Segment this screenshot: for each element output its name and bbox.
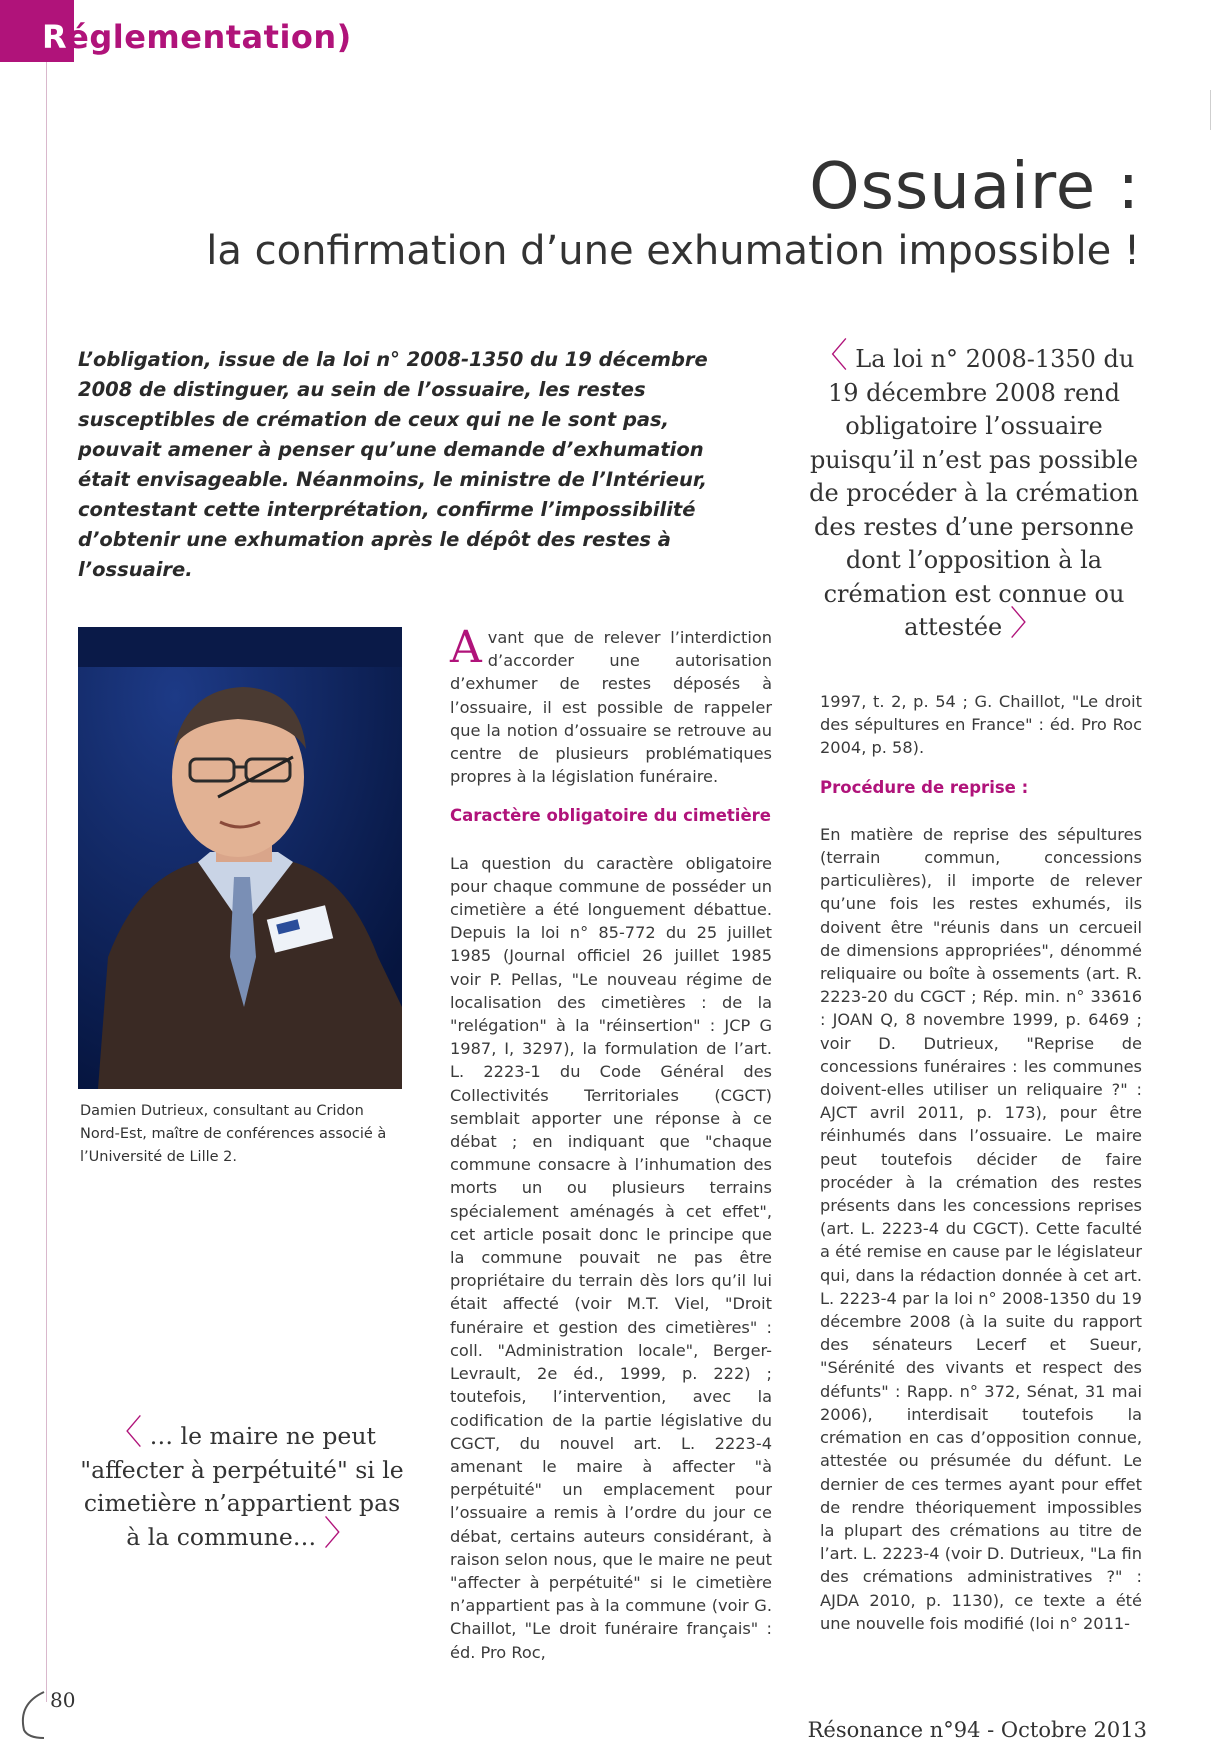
open-quote-icon: 〈 — [813, 336, 848, 376]
section-heading-cimetiere: Caractère obligatoire du cimetière — [450, 806, 771, 826]
body-paragraph: 1997, t. 2, p. 54 ; G. Chaillot, "Le droit des sépultures en France" : éd. Pro Roc 2004, p. 58). — [820, 692, 1142, 758]
corner-swoosh-icon — [14, 1690, 54, 1740]
pull-quote-bottom — [80, 1413, 404, 1554]
close-quote-icon: 〉 — [323, 1513, 358, 1554]
section-label — [42, 18, 352, 56]
intro-paragraph — [450, 622, 772, 788]
body-paragraph: En matière de reprise des sépultures (terrain commun, concessions particulières), il importe de relever qu’une fois les restes exhumés, ils doivent être "réunis dans un cercueil de dimensions appropriées", dénommé reliquaire ou boîte à ossements (art. R. 2223-20 du CGCT ; Rép. min. n° 33616 : JOAN Q, 8 novembre 1999, p. 6469 ; voir D. Dutrieux, "Reprise de concessions funéraires : les communes doivent-elles utiliser un reliquaire ?" : AJCT avril 2011, p. 173), pour être réinhumés dans l’ossuaire. Le maire peut toutefois décider de faire procéder à la crémation des restes présents dans les concessions reprises (art. L. 2223-4 du CGCT). Cette faculté a été remise en cause par le législateur qui, dans la rédaction donnée à cet art. L. 2223-4 par la loi n° 2008-1350 du 19 décembre 2008 (à la suite du rapport des sénateurs Lecerf et Sueur, "Sérénité des vivants et respect des défunts" : Rapp. n° 372, Sénat, 31 mai 2006), interdisait toutefois la crémation en cas d’opposition connue, attestée ou présumée du défunt. Le dernier de ces termes ayant pour effet de rendre théoriquement impossibles la plupart des crémations au titre de l’art. L. 2223-4 (voir D. Dutrieux, "La fin des crémations administratives ?" : AJDA 2010, p. 1130), ce texte a été une nouvelle fois modifié (loi n° 2011- — [820, 824, 1142, 1633]
section-label-rest: églementation) — [67, 18, 352, 56]
article-column-middle — [450, 622, 772, 1664]
margin-rule — [46, 62, 47, 1702]
pull-quote-bottom-text: … le maire ne peut "affecter à perpétuité" si le cimetière n’appartient pas à la commune… — [80, 1422, 404, 1551]
photo-caption: Damien Dutrieux, consultant au Cridon Nord-Est, maître de conférences associé à l’Université de Lille 2. — [80, 1103, 387, 1165]
section-label-initial: R — [42, 18, 68, 56]
drop-cap: A — [450, 622, 482, 673]
page-number: 80 — [50, 1688, 76, 1712]
author-photo — [78, 627, 402, 1089]
body-paragraph: La question du caractère obligatoire pour chaque commune de posséder un cimetière a été longuement débattue. Depuis la loi n° 85-772 du 25 juillet 1985 (Journal officiel 26 juillet 1985 voir P. Pellas, "Le nouveau régime de localisation des cimetières : de la "relégation" à la "réinsertion" : JCP G 1987, I, 3297), la formulation de l’art. L. 2223-1 du Code Général des Collectivités Territoriales (CGCT) semblait apporter une réponse à ce débat ; en indiquant que "chaque commune consacre à l’inhumation des morts un ou plusieurs terrains spécialement aménagés à cet effet", cet article posait donc le principe que la commune pouvait ne pas être propriétaire du terrain dès lors qu’il lui était affecté (voir M.T. Viel, "Droit funéraire et gestion des cimetières" : coll. "Administration locale", Berger-Levrault, 2e éd., 1999, p. 222) ; toutefois, l’intervention, avec la codification de la partie législative du CGCT, du nouvel art. L. 2223-4 amenant le maire à affecter "à perpétuité" un emplacement pour l’ossuaire a remis à l’ordre du jour ce débat, certains auteurs considérant, à raison selon nous, que le maire ne peut "affecter à perpétuité" si le cimetière n’appartient pas à la commune (voir G. Chaillot, "Le droit funéraire français" : éd. Pro Roc, — [450, 853, 772, 1662]
section-heading-reprise: Procédure de reprise : — [820, 777, 1029, 797]
author-photo-illustration — [78, 627, 402, 1089]
article-subtitle: la confirmation d’une exhumation impossible ! — [206, 228, 1140, 274]
lead-paragraph: L’obligation, issue de la loi n° 2008-1350 du 19 décembre 2008 de distinguer, au sein de l’ossuaire, les restes susceptibles de crémation de ceux qui ne le sont pas, pouvait amener à penser qu’une demande d’exhumation était envisageable. Néanmoins, le ministre de l’Intérieur, contestant cette interprétation, confirme l’impossibilité d’obtenir une exhumation après le dépôt des restes à l’ossuaire. — [78, 348, 708, 581]
close-quote-icon: 〉 — [1009, 604, 1044, 644]
pull-quote-top — [808, 336, 1140, 645]
article-title: Ossuaire : — [809, 150, 1140, 224]
open-quote-icon: 〈 — [108, 1413, 143, 1453]
issue-footer: Résonance n°94 - Octobre 2013 — [807, 1718, 1147, 1742]
margin-tick — [1210, 90, 1211, 130]
intro-text: vant que de relever l’interdiction d’accorder une autorisation d’exhumer de restes déposés à l’ossuaire, il est possible de rappeler que la notion d’ossuaire se retrouve au centre de plusieurs problématiques propres à la législation funéraire. — [450, 628, 772, 787]
pull-quote-top-text: La loi n° 2008-1350 du 19 décembre 2008 rend obligatoire l’ossuaire puisqu’il n’est pas possible de procéder à la crémation des restes d’une personne dont l’opposition à la crémation est connue ou attestée — [809, 345, 1139, 641]
article-column-right — [820, 690, 1142, 1635]
